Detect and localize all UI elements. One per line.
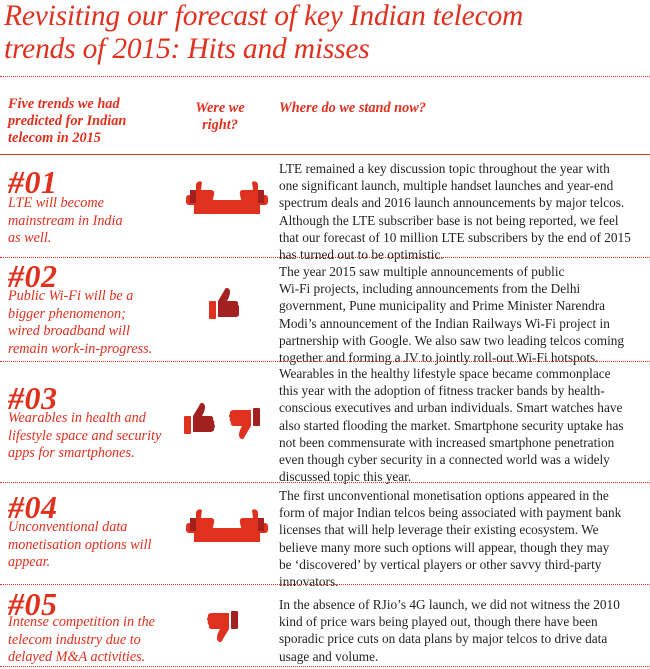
row-divider: [0, 257, 650, 258]
thumbs-up-and-down-icon: [184, 402, 260, 444]
trend-description: Intense competition in the telecom industry due to delayed M&A activities.: [8, 614, 155, 665]
trend-description: Wearables in health and lifestyle space and security apps for smartphones.: [8, 410, 162, 461]
trend-number: #02: [8, 258, 58, 294]
thumbs-down-icon: [206, 607, 238, 643]
page-title: [4, 0, 648, 66]
header-were-we-right: Were we right?: [195, 100, 245, 133]
status-description: In the absence of RJio’s 4G launch, we did not witness the 2010 kind of price wars being played out, though there have been sporadic price cuts on data plans by major telcos to drive data usage and volume.: [279, 597, 620, 664]
row-divider: [0, 361, 650, 362]
header-trends: Five trends we had predicted for Indian telecom in 2015: [8, 96, 127, 146]
status-description: LTE remained a key discussion topic throughout the year with one significant launch, multiple handset launches and year-end spectrum deals and 2016 launch announcements by major telcos. Although the LTE subscriber base is not being reported, we feel that our forecast of 10 million LTE subscribers by the end of 2015 has turned out to be optimistic.: [279, 161, 631, 263]
row-divider: [0, 482, 650, 483]
header-divider: [0, 154, 650, 155]
trend-description: Unconventional data monetisation options will appear.: [8, 519, 152, 570]
bottom-divider: [0, 666, 650, 667]
thumbs-up-and-down-joined-icon: [186, 180, 268, 216]
trend-description: LTE will become mainstream in India as well.: [8, 195, 123, 246]
trend-number: #03: [8, 380, 58, 416]
status-description: The year 2015 saw multiple announcements of public Wi-Fi projects, including announcements from the Delhi government, Pune municipality and Prime Minister Narendra Modi’s announcement of the Indian Railways Wi-Fi project in partnership with Google. We also saw two leading telcos coming together and forming a JV to jointly roll-out Wi-Fi hotspots.: [279, 264, 625, 366]
status-description: Wearables in the healthy lifestyle space became commonplace this year with the adoption of fitness tracker bands by health- conscious executives and urban individuals. Smart watches have also started flooding the market. Smartphone security uptake has not been commensurate with increased smartphone penetration even though cyber security in a connected world was a widely discussed topic this year.: [279, 366, 624, 485]
row-divider: [0, 584, 650, 585]
thumbs-up-and-down-joined-icon: [186, 508, 268, 544]
thumbs-up-icon: [209, 287, 239, 321]
trend-number: #05: [8, 586, 58, 622]
page-title-line-1: Revisiting our forecast of key Indian telecom: [4, 0, 524, 32]
trend-number: #04: [8, 489, 58, 525]
trend-description: Public Wi-Fi will be a bigger phenomenon; wired broadband will remain work-in-progress.: [8, 288, 153, 357]
title-divider: [0, 76, 650, 77]
page-title-line-2: trends of 2015: Hits and misses: [4, 33, 370, 65]
trend-number: #01: [8, 164, 58, 200]
header-where-now: Where do we stand now?: [279, 100, 426, 116]
status-description: The first unconventional monetisation options appeared in the form of major Indian telcos being associated with payment bank licenses that will help leverage their existing ecosystem. We believe many more such options will appear, though they may be ‘discovered’ by vertical players or other savvy third-party innovators.: [279, 488, 622, 590]
